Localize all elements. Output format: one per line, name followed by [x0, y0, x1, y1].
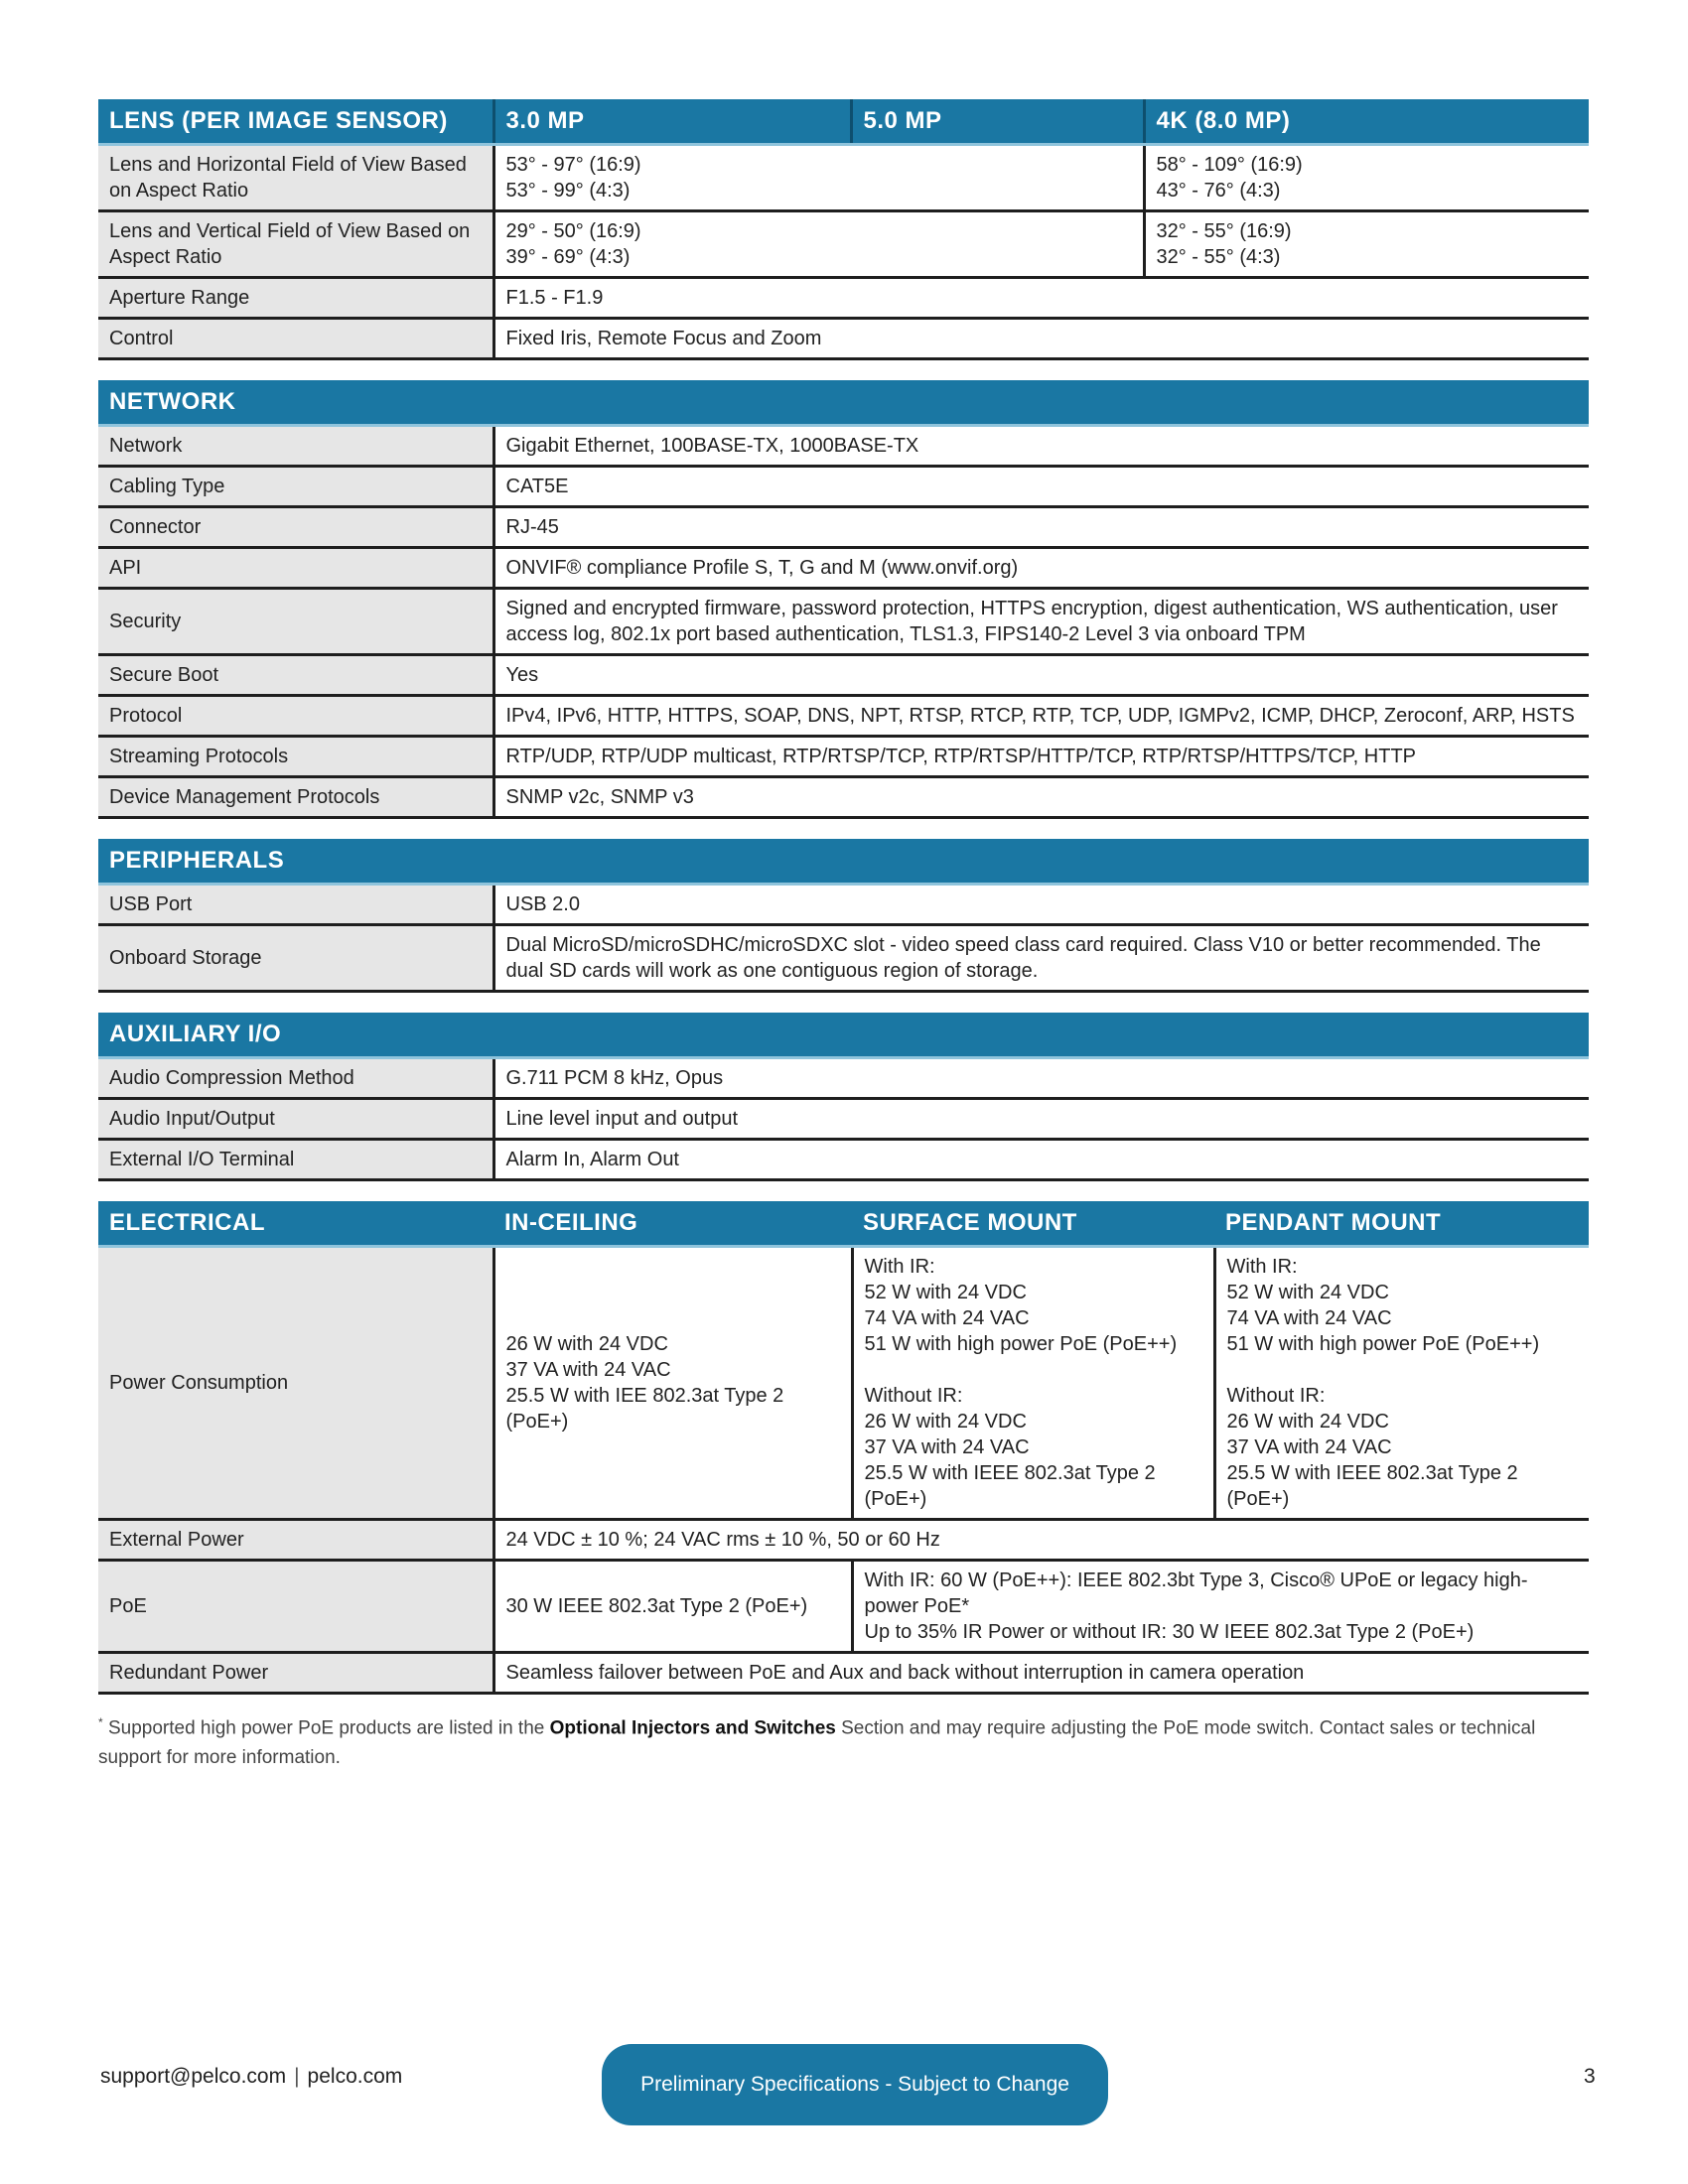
row-label: Redundant Power	[98, 1653, 493, 1694]
row-value: Fixed Iris, Remote Focus and Zoom	[493, 319, 1589, 359]
row-label: Network	[98, 426, 493, 467]
vfov-4k	[1144, 211, 1589, 278]
table-row	[98, 145, 1589, 211]
hfov-3-5mp	[493, 145, 1144, 211]
table-row	[98, 548, 1589, 589]
row-label: Audio Input/Output	[98, 1099, 493, 1140]
network-header-row	[98, 380, 1589, 426]
table-row	[98, 1099, 1589, 1140]
row-label: Cabling Type	[98, 467, 493, 507]
header-surface-mount: SURFACE MOUNT	[852, 1201, 1214, 1247]
footnote-mark: *	[98, 1715, 103, 1729]
auxiliary-table	[98, 1013, 1589, 1181]
value-line: With IR:	[1226, 1256, 1298, 1278]
table-row	[98, 426, 1589, 467]
auxiliary-header-row	[98, 1013, 1589, 1058]
value-line: With IR: 60 W (PoE++): IEEE 802.3bt Type 3, Cisco® UPoE or legacy high-power PoE*	[864, 1570, 1528, 1617]
value-line: 26 W with 24 VDC	[505, 1333, 668, 1355]
value-line: 53° - 99° (4:3)	[505, 180, 631, 202]
value-line: With IR:	[864, 1256, 935, 1278]
value-line: 43° - 76° (4:3)	[1156, 180, 1281, 202]
value-line: 53° - 97° (16:9)	[505, 154, 641, 176]
table-row	[98, 737, 1589, 777]
value-line: Without IR:	[1226, 1385, 1326, 1407]
value-line: 25.5 W with IEEE 802.3at Type 2 (PoE+)	[1226, 1462, 1518, 1510]
footer-separator: |	[294, 2065, 300, 2088]
preliminary-banner	[602, 2044, 1108, 2125]
power-in-ceiling	[493, 1247, 852, 1520]
support-email-link[interactable]: support@pelco.com	[100, 2065, 287, 2088]
row-value: RJ-45	[493, 507, 1589, 548]
value-line: 58° - 109° (16:9)	[1156, 154, 1303, 176]
row-label: Control	[98, 319, 493, 359]
page-number: 3	[1584, 2065, 1596, 2088]
row-value: Dual MicroSD/microSDHC/microSDXC slot - video speed class card required. Class V10 or better recommended. The dual SD cards will work as one contiguous region of storage.	[493, 925, 1589, 992]
value-line: 32° - 55° (16:9)	[1156, 220, 1292, 242]
footnote-text-end: Section and may require adjusting the PoE mode switch. Contact sales or technical support for more information.	[98, 1717, 1536, 1769]
table-row	[98, 1520, 1589, 1561]
power-pendant-mount	[1214, 1247, 1589, 1520]
table-row	[98, 1058, 1589, 1099]
table-row	[98, 1140, 1589, 1180]
value-line: Up to 35% IR Power or without IR: 30 W IEEE 802.3at Type 2 (PoE+)	[864, 1621, 1475, 1643]
row-value: IPv4, IPv6, HTTP, HTTPS, SOAP, DNS, NPT, RTSP, RTCP, RTP, TCP, UDP, IGMPv2, ICMP, DHCP, Zeroconf, ARP, HSTS	[493, 696, 1589, 737]
poe-other	[852, 1561, 1589, 1653]
banner-text: Preliminary Specifications - Subject to Change	[640, 2073, 1069, 2096]
row-value: Yes	[493, 655, 1589, 696]
table-row	[98, 777, 1589, 818]
hfov-4k	[1144, 145, 1589, 211]
footnote-bold: Optional Injectors and Switches	[549, 1717, 836, 1739]
value-line	[865, 1357, 1202, 1383]
header-4k: 4K (8.0 MP)	[1144, 99, 1589, 145]
network-table	[98, 380, 1589, 819]
row-value: Gigabit Ethernet, 100BASE-TX, 1000BASE-TX	[493, 426, 1589, 467]
table-row	[98, 1653, 1589, 1694]
value-line: 52 W with 24 VDC	[864, 1282, 1027, 1303]
row-value: CAT5E	[493, 467, 1589, 507]
footnote-text-start: Supported high power PoE products are listed in the	[107, 1717, 550, 1739]
table-row	[98, 507, 1589, 548]
row-value: SNMP v2c, SNMP v3	[493, 777, 1589, 818]
table-row	[98, 696, 1589, 737]
value-line: 51 W with high power PoE (PoE++)	[1226, 1333, 1540, 1355]
row-value: RTP/UDP, RTP/UDP multicast, RTP/RTSP/TCP, RTP/RTSP/HTTP/TCP, RTP/RTSP/HTTPS/TCP, HTTP	[493, 737, 1589, 777]
row-label: External I/O Terminal	[98, 1140, 493, 1180]
row-label: Security	[98, 589, 493, 655]
lens-header: LENS (PER IMAGE SENSOR)	[98, 99, 493, 145]
row-value: 24 VDC ± 10 %; 24 VAC rms ± 10 %, 50 or 60 Hz	[493, 1520, 1589, 1561]
value-line: 29° - 50° (16:9)	[505, 220, 641, 242]
website-link[interactable]: pelco.com	[307, 2065, 403, 2088]
vfov-3-5mp	[493, 211, 1144, 278]
value-line: 26 W with 24 VDC	[1226, 1411, 1389, 1433]
row-label: USB Port	[98, 885, 493, 925]
value-line: 52 W with 24 VDC	[1226, 1282, 1389, 1303]
table-row	[98, 319, 1589, 359]
lens-table	[98, 99, 1589, 360]
lens-header-row	[98, 99, 1589, 145]
row-value: Signed and encrypted firmware, password protection, HTTPS encryption, digest authentication, WS authentication, user access log, 802.1x port based authentication, TLS1.3, FIPS140-2 Level 3 via onboard TPM	[493, 589, 1589, 655]
footnote	[98, 1707, 1588, 1773]
value-line: 25.5 W with IEE 802.3at Type 2 (PoE+)	[505, 1385, 784, 1433]
value-line: 37 VA with 24 VAC	[505, 1359, 671, 1381]
value-line: 37 VA with 24 VAC	[864, 1436, 1030, 1458]
value-line: 25.5 W with IEEE 802.3at Type 2 (PoE+)	[864, 1462, 1156, 1510]
row-value: Seamless failover between PoE and Aux and back without interruption in camera operation	[493, 1653, 1589, 1694]
electrical-header-row	[98, 1201, 1589, 1247]
row-label: Protocol	[98, 696, 493, 737]
peripherals-header: PERIPHERALS	[98, 839, 1589, 885]
network-header: NETWORK	[98, 380, 1589, 426]
electrical-header: ELECTRICAL	[98, 1201, 493, 1247]
value-line: 32° - 55° (4:3)	[1156, 246, 1281, 268]
row-value: ONVIF® compliance Profile S, T, G and M (www.onvif.org)	[493, 548, 1589, 589]
row-value: F1.5 - F1.9	[493, 278, 1589, 319]
row-label: Connector	[98, 507, 493, 548]
header-5mp: 5.0 MP	[851, 99, 1144, 145]
auxiliary-header: AUXILIARY I/O	[98, 1013, 1589, 1058]
value-line: 39° - 69° (4:3)	[505, 246, 631, 268]
table-row	[98, 925, 1589, 992]
row-label: Aperture Range	[98, 278, 493, 319]
row-value: G.711 PCM 8 kHz, Opus	[493, 1058, 1589, 1099]
header-3mp: 3.0 MP	[493, 99, 851, 145]
row-label: PoE	[98, 1561, 493, 1653]
row-label: Onboard Storage	[98, 925, 493, 992]
header-pendant-mount: PENDANT MOUNT	[1214, 1201, 1589, 1247]
table-row	[98, 1247, 1589, 1520]
row-label: Lens and Horizontal Field of View Based on Aspect Ratio	[98, 145, 493, 211]
header-in-ceiling: IN-CEILING	[493, 1201, 852, 1247]
spec-sheet	[98, 99, 1589, 1714]
peripherals-header-row	[98, 839, 1589, 885]
peripherals-table	[98, 839, 1589, 993]
poe-in-ceiling: 30 W IEEE 802.3at Type 2 (PoE+)	[493, 1561, 852, 1653]
value-line: 51 W with high power PoE (PoE++)	[864, 1333, 1178, 1355]
row-value: Line level input and output	[493, 1099, 1589, 1140]
value-line: 37 VA with 24 VAC	[1226, 1436, 1392, 1458]
row-value: Alarm In, Alarm Out	[493, 1140, 1589, 1180]
auxiliary-rows	[98, 1058, 1589, 1180]
power-surface-mount	[852, 1247, 1214, 1520]
row-label: Device Management Protocols	[98, 777, 493, 818]
row-label: External Power	[98, 1520, 493, 1561]
table-row	[98, 211, 1589, 278]
row-label: Streaming Protocols	[98, 737, 493, 777]
electrical-table	[98, 1201, 1589, 1695]
row-label: Power Consumption	[98, 1247, 493, 1520]
value-line: 74 VA with 24 VAC	[1226, 1307, 1392, 1329]
value-line	[1227, 1357, 1579, 1383]
table-row	[98, 1561, 1589, 1653]
value-line: 26 W with 24 VDC	[864, 1411, 1027, 1433]
footer-contact	[100, 2065, 402, 2089]
peripherals-rows	[98, 885, 1589, 992]
table-row	[98, 655, 1589, 696]
row-label: Audio Compression Method	[98, 1058, 493, 1099]
network-rows	[98, 426, 1589, 818]
row-label: API	[98, 548, 493, 589]
value-line: Without IR:	[864, 1385, 963, 1407]
table-row	[98, 885, 1589, 925]
table-row	[98, 278, 1589, 319]
row-label: Secure Boot	[98, 655, 493, 696]
row-value: USB 2.0	[493, 885, 1589, 925]
table-row	[98, 589, 1589, 655]
row-label: Lens and Vertical Field of View Based on Aspect Ratio	[98, 211, 493, 278]
value-line: 74 VA with 24 VAC	[864, 1307, 1030, 1329]
table-row	[98, 467, 1589, 507]
